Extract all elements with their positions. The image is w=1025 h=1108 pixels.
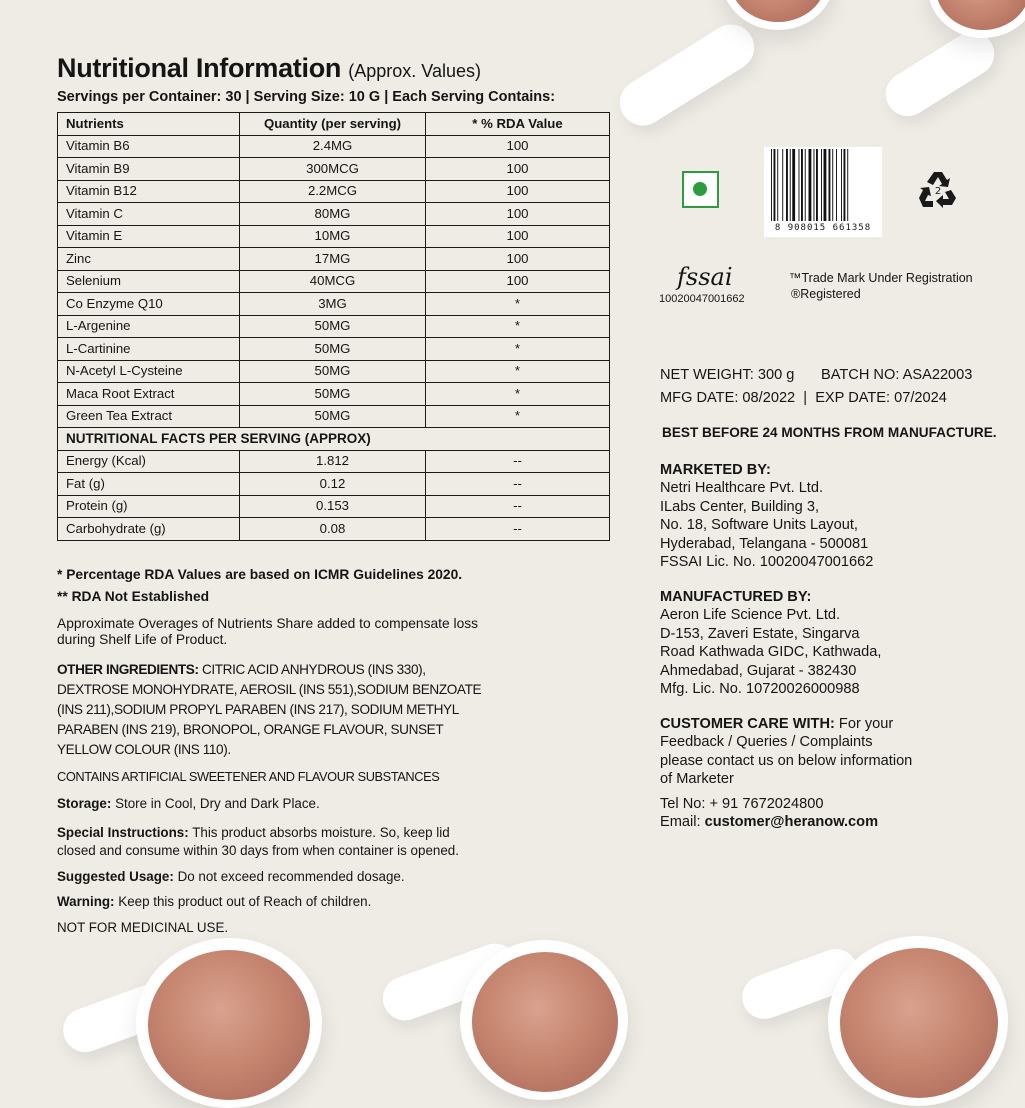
rda-cell: -- — [426, 450, 610, 473]
table-row — [58, 270, 610, 293]
quantity-cell: 50MG — [240, 338, 426, 361]
care-line: Feedback / Queries / Complaints — [660, 734, 873, 751]
rda-cell: 100 — [426, 135, 610, 158]
warning-value: Keep this product out of Reach of children. — [118, 894, 372, 909]
table-row — [58, 293, 610, 316]
veg-mark-icon — [682, 171, 719, 208]
nutrient-name: Vitamin B6 — [58, 135, 240, 158]
nutrient-name: Vitamin B9 — [58, 158, 240, 181]
facts-row — [58, 518, 610, 541]
rda-cell: * — [426, 405, 610, 428]
mfg-date: MFG DATE: 08/2022 | EXP DATE: 07/2024 — [660, 390, 947, 406]
rda-cell: * — [426, 360, 610, 383]
fssai-logo: fssai — [677, 263, 733, 291]
net-weight: NET WEIGHT: 300 g — [660, 367, 795, 383]
facts-section — [58, 428, 610, 451]
other-ingredients-text: CITRIC ACID ANHYDROUS (INS 330), DEXTROSE MONOHYDRATE, AEROSIL (INS 551),SODIUM BENZOATE (INS 211),SODIUM PROPYL PARABEN (INS 217), SODIUM METHYL PARABEN (INS 219), BRONOPOL, ORANGE FLAVOUR, SUNSET YELLOW COLOUR (INS 110). — [57, 662, 482, 757]
rda-note: * Percentage RDA Values are based on ICMR Guidelines 2020. — [57, 567, 463, 582]
email-line: Email: customer@heranow.com — [660, 814, 879, 831]
table-row — [58, 360, 610, 383]
table-row — [58, 315, 610, 338]
address-line: Aeron Life Science Pvt. Ltd. — [660, 607, 841, 624]
title-main: Nutritional Information — [57, 53, 342, 83]
trademark-note — [789, 270, 973, 302]
address-line: Netri Healthcare Pvt. Ltd. — [660, 480, 824, 497]
facts-row — [58, 473, 610, 496]
table-row — [58, 135, 610, 158]
rda-cell: 100 — [426, 225, 610, 248]
quantity-cell: 300MCG — [240, 158, 426, 181]
quantity-cell: 2.2MCG — [240, 180, 426, 203]
recycle-icon — [914, 168, 962, 210]
quantity-cell: 0.12 — [240, 473, 426, 496]
table-row — [58, 248, 610, 271]
quantity-cell: 0.08 — [240, 518, 426, 541]
table-header-row — [58, 113, 610, 136]
quantity-cell: 50MG — [240, 360, 426, 383]
rda-cell: * — [426, 315, 610, 338]
barcode-number: 8 908015 661358 — [774, 223, 872, 233]
title-sub: (Approx. Values) — [348, 61, 482, 81]
trademark-line: ™Trade Mark Under Registration — [789, 271, 973, 285]
quantity-cell: 50MG — [240, 383, 426, 406]
quantity-cell: 40MCG — [240, 270, 426, 293]
telephone: Tel No: + 91 7672024800 — [660, 795, 824, 812]
nutrient-name: Co Enzyme Q10 — [58, 293, 240, 316]
rda-cell: 100 — [426, 158, 610, 181]
nutrient-name: Fat (g) — [58, 473, 240, 496]
table-row — [58, 405, 610, 428]
nutrient-name: N-Acetyl L-Cysteine — [58, 360, 240, 383]
address-line: Mfg. Lic. No. 10720026000988 — [660, 681, 860, 698]
quantity-cell: 80MG — [240, 203, 426, 226]
barcode — [764, 147, 882, 237]
nutrient-name: Vitamin C — [58, 203, 240, 226]
special-instructions — [57, 824, 487, 860]
fssai-number: 10020047001662 — [659, 293, 745, 305]
facts-row — [58, 495, 610, 518]
barcode-bars-icon — [770, 149, 876, 221]
not-medicinal: NOT FOR MEDICINAL USE. — [57, 920, 229, 935]
special-value: This product absorbs moisture. So, keep lid closed and consume within 30 days from when container is opened. — [57, 825, 459, 858]
usage-value: Do not exceed recommended dosage. — [177, 869, 405, 884]
header-cell: * % RDA Value — [426, 113, 610, 136]
usage-label: Suggested Usage: — [57, 869, 174, 884]
storage-text — [57, 796, 320, 812]
batch-number: BATCH NO: ASA22003 — [821, 367, 973, 383]
rda-cell: 100 — [426, 248, 610, 271]
other-ingredients-label: OTHER INGREDIENTS: — [57, 662, 199, 677]
storage-value: Store in Cool, Dry and Dark Place. — [115, 796, 320, 811]
rda-cell: 100 — [426, 203, 610, 226]
care-line: of Marketer — [660, 771, 734, 788]
other-ingredients — [57, 660, 497, 760]
customer-care-label: CUSTOMER CARE WITH: — [660, 716, 835, 732]
suggested-usage — [57, 869, 405, 885]
table-row — [58, 338, 610, 361]
rda-cell: -- — [426, 518, 610, 541]
nutrient-name: Zinc — [58, 248, 240, 271]
rda-cell: * — [426, 293, 610, 316]
nutrient-name: Selenium — [58, 270, 240, 293]
address-line: No. 18, Software Units Layout, — [660, 517, 858, 534]
address-line: Ahmedabad, Gujarat - 382430 — [660, 662, 857, 679]
facts-heading: NUTRITIONAL FACTS PER SERVING (APPROX) — [58, 428, 610, 451]
quantity-cell: 50MG — [240, 405, 426, 428]
header-cell: Quantity (per serving) — [240, 113, 426, 136]
page-title — [57, 53, 481, 84]
address-line: ILabs Center, Building 3, — [660, 498, 820, 515]
table-row — [58, 225, 610, 248]
table-row — [58, 203, 610, 226]
nutrient-name: Carbohydrate (g) — [58, 518, 240, 541]
quantity-cell: 10MG — [240, 225, 426, 248]
address-line: D-153, Zaveri Estate, Singarva — [660, 625, 860, 642]
warning-text — [57, 894, 371, 910]
storage-label: Storage: — [57, 796, 112, 811]
facts-row — [58, 450, 610, 473]
address-line: FSSAI Lic. No. 10020047001662 — [660, 554, 874, 571]
registered-line: ®Registered — [791, 287, 861, 301]
nutrient-name: Vitamin E — [58, 225, 240, 248]
rda-cell: 100 — [426, 180, 610, 203]
nutrient-name: Energy (Kcal) — [58, 450, 240, 473]
rda-cell: * — [426, 383, 610, 406]
email-link[interactable]: customer@heranow.com — [704, 814, 879, 831]
nutrient-rows — [58, 135, 610, 428]
overages-text: Approximate Overages of Nutrients Share added to compensate loss during Shelf Life of Product. — [57, 616, 479, 647]
warning-label: Warning: — [57, 894, 115, 909]
exp-date: EXP DATE: 07/2024 — [815, 390, 947, 406]
nutrient-name: Maca Root Extract — [58, 383, 240, 406]
nutrient-name: Vitamin B12 — [58, 180, 240, 203]
quantity-cell: 50MG — [240, 315, 426, 338]
nutrient-name: L-Argenine — [58, 315, 240, 338]
nutrient-name: Green Tea Extract — [58, 405, 240, 428]
customer-care: CUSTOMER CARE WITH: For your Feedback / Queries / Complaints please contact us on below information of Marketer Tel No: + 91 7672024800 Email: customer@heranow.com — [660, 716, 913, 831]
table-row — [58, 180, 610, 203]
facts-heading-row — [58, 428, 610, 451]
sweetener-note: CONTAINS ARTIFICIAL SWEETENER AND FLAVOUR SUBSTANCES — [57, 769, 440, 784]
marketed-by — [660, 461, 873, 571]
quantity-cell: 1.812 — [240, 450, 426, 473]
manufactured-by — [660, 588, 881, 698]
quantity-cell: 3MG — [240, 293, 426, 316]
nutrition-table — [57, 112, 610, 541]
quantity-cell: 17MG — [240, 248, 426, 271]
nutrient-name: Protein (g) — [58, 495, 240, 518]
rda-cell: -- — [426, 473, 610, 496]
nutrient-name: L-Cartinine — [58, 338, 240, 361]
servings-line: Servings per Container: 30 | Serving Size: 10 G | Each Serving Contains: — [57, 89, 556, 105]
date-divider: | — [803, 390, 808, 406]
rda-not-established: ** RDA Not Established — [57, 589, 210, 604]
facts-rows — [58, 450, 610, 540]
recycle-code: 2 — [934, 186, 942, 197]
care-line: please contact us on below information — [660, 752, 913, 769]
rda-cell: 100 — [426, 270, 610, 293]
quantity-cell: 2.4MG — [240, 135, 426, 158]
header-cell: Nutrients — [58, 113, 240, 136]
best-before: BEST BEFORE 24 MONTHS FROM MANUFACTURE. — [662, 425, 997, 440]
manufactured-by-label: MANUFACTURED BY: — [660, 589, 812, 605]
marketed-by-label: MARKETED BY: — [660, 462, 771, 478]
table-row — [58, 383, 610, 406]
address-line: Road Kathwada GIDC, Kathwada, — [660, 644, 882, 661]
table-row — [58, 158, 610, 181]
special-label: Special Instructions: — [57, 825, 189, 840]
rda-cell: * — [426, 338, 610, 361]
address-line: Hyderabad, Telangana - 500081 — [660, 535, 869, 552]
rda-cell: -- — [426, 495, 610, 518]
quantity-cell: 0.153 — [240, 495, 426, 518]
